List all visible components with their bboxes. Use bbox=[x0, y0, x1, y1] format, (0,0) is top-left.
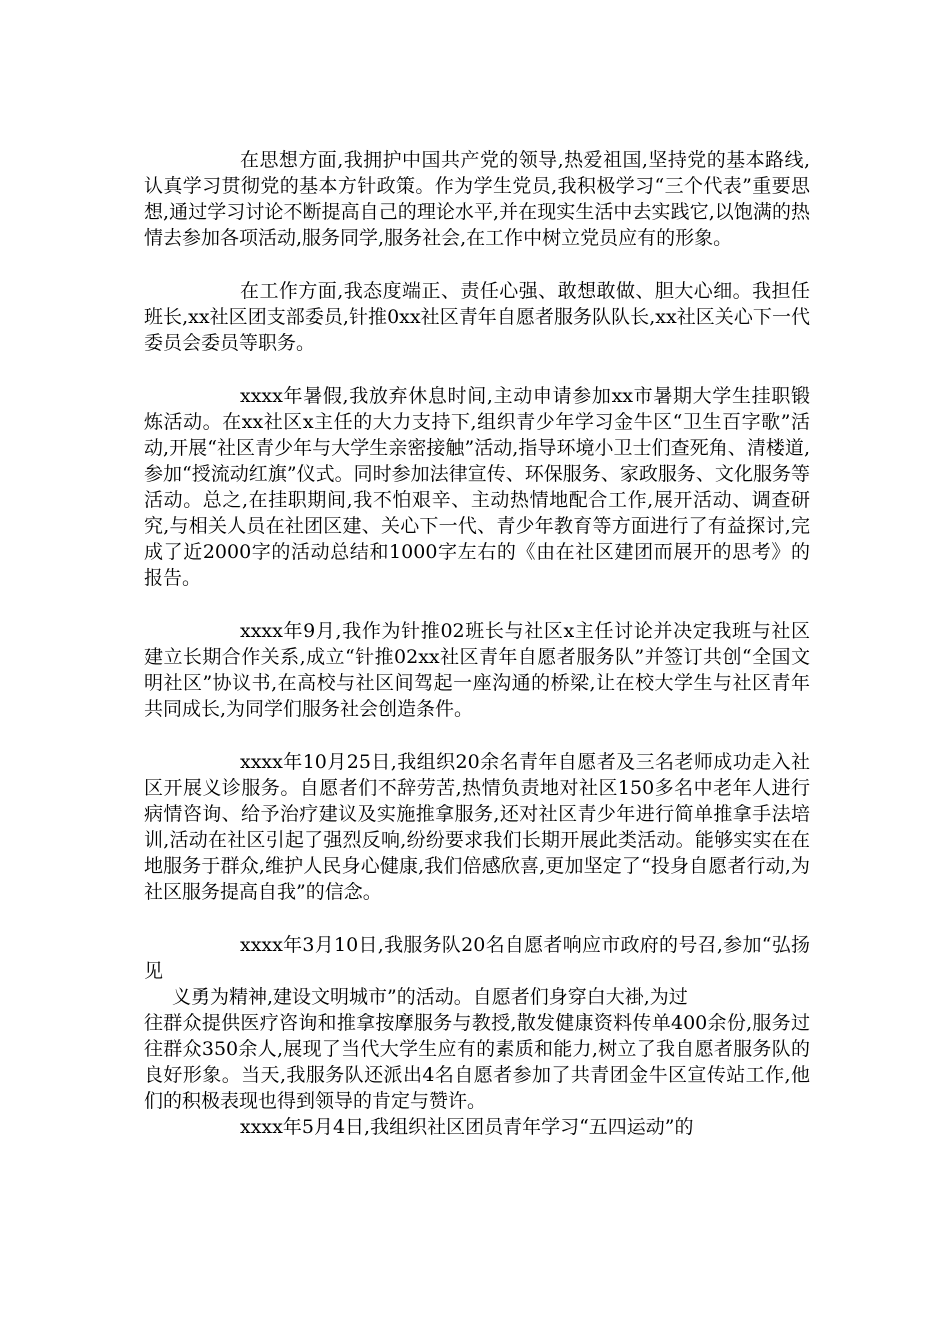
paragraph-march-rest: 往群众提供医疗咨询和推拿按摩服务与教授,散发健康资料传单400余份,服务过往群众350余人,展现了当代大学生应有的素质和能力,树立了我自愿者服务队的良好形象。当天,我服务队还派出4名自愿者参加了共青团金牛区宣传站工作,他们的积极表现也得到领导的肯定与赞许。 bbox=[144, 1012, 810, 1112]
paragraph-ideology: 在思想方面,我拥护中国共产党的领导,热爱祖国,坚持党的基本路线,认真学习贯彻党的基本方针政策。作为学生党员,我积极学习“三个代表”重要思想,通过学习讨论不断提高自己的理论水平,并在现实生活中去实践它,以饱满的热情去参加各项活动,服务同学,服务社会,在工作中树立党员应有的形象。 bbox=[144, 149, 810, 249]
paragraph-work: 在工作方面,我态度端正、责任心强、敢想敢做、胆大心细。我担任班长,xx社区团支部委员,针推0xx社区青年自愿者服务队队长,xx社区关心下一代委员会委员等职务。 bbox=[144, 280, 810, 354]
paragraph-march-head: xxxx年3月10日,我服务队20名自愿者响应市政府的号召,参加“弘扬见 bbox=[144, 934, 810, 982]
paragraph-march-lead: 义勇为精神,建设文明城市”的活动。自愿者们身穿白大褂,为过 bbox=[172, 986, 688, 1008]
paragraph-march-tail bbox=[144, 984, 810, 1114]
paragraph-september: xxxx年9月,我作为针推02班长与社区x主任讨论并决定我班与社区建立长期合作关系,成立“针推02xx社区青年自愿者服务队”并签订共创“全国文明社区”协议书,在高校与社区间驾起一座沟通的桥梁,让在校大学生与社区青年共同成长,为同学们服务社会创造条件。 bbox=[144, 620, 810, 720]
document-body bbox=[144, 147, 810, 1140]
paragraph-may: xxxx年5月4日,我组织社区团员青年学习“五四运动”的 bbox=[240, 1116, 694, 1138]
paragraph-summer-internship: xxxx年暑假,我放弃休息时间,主动申请参加xx市暑期大学生挂职锻炼活动。在xx社区x主任的大力支持下,组织青少年学习金牛区“卫生百字歌”活动,开展“社区青少年与大学生亲密接触”活动,指导环境小卫士们查死角、清楼道,参加“授流动红旗”仪式。同时参加法律宣传、环保服务、家政服务、文化服务等活动。总之,在挂职期间,我不怕艰辛、主动热情地配合工作,展开活动、调查研究,与相关人员在社团区建、关心下一代、青少年教育等方面进行了有益探讨,完成了近2000字的活动总结和1000字左右的《由在社区建团而展开的思考》的报告。 bbox=[144, 385, 810, 589]
paragraph-october: xxxx年10月25日,我组织20余名青年自愿者及三名老师成功走入社区开展义诊服务。自愿者们不辞劳苦,热情负责地对社区150多名中老年人进行病情咨询、给予治疗建议及实施推拿服务,还对社区青少年进行简单推拿手法培训,活动在社区引起了强烈反响,纷纷要求我们长期开展此类活动。能够实实在在地服务于群众,维护人民身心健康,我们倍感欣喜,更加坚定了“投身自愿者行动,为社区服务提高自我”的信念。 bbox=[144, 751, 810, 903]
